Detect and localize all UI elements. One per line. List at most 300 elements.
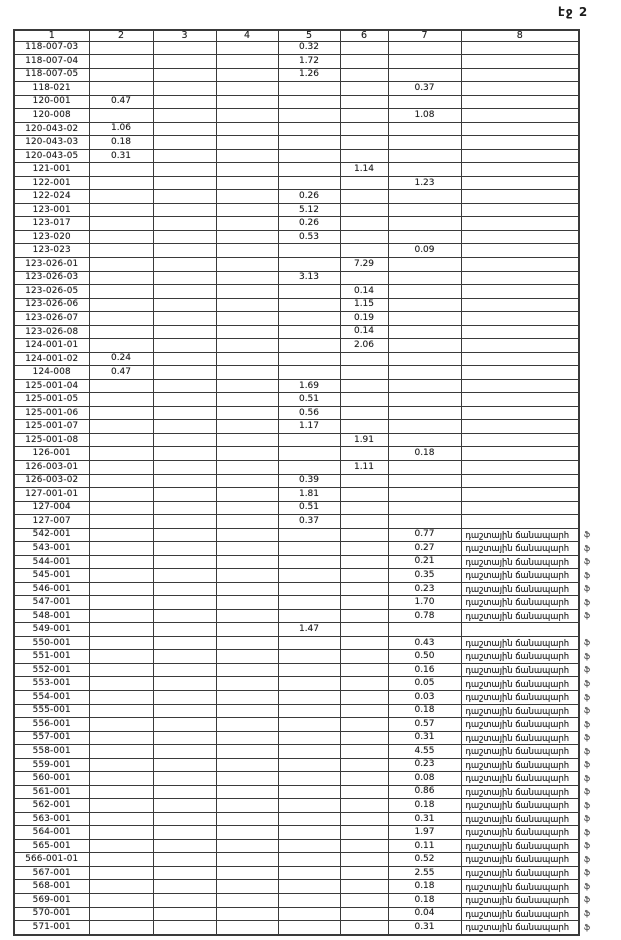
value-cell xyxy=(216,339,278,353)
value-cell xyxy=(216,366,278,380)
margin-note xyxy=(579,149,601,163)
value-cell xyxy=(89,907,153,921)
parcel-id-cell: 546-001 xyxy=(14,582,89,596)
value-cell xyxy=(216,636,278,650)
value-cell xyxy=(388,515,461,529)
margin-header-spacer xyxy=(579,30,601,41)
margin-note xyxy=(579,258,601,272)
value-cell: 0.39 xyxy=(278,474,340,488)
land-use-cell xyxy=(461,82,579,96)
value-cell xyxy=(278,772,340,786)
value-cell xyxy=(153,704,216,718)
value-cell xyxy=(340,826,388,840)
value-cell xyxy=(278,609,340,623)
value-cell xyxy=(89,271,153,285)
land-use-cell: դաշտային ճանապարհ xyxy=(461,542,579,556)
value-cell xyxy=(153,271,216,285)
table-row xyxy=(14,650,601,664)
parcel-id-cell: 120-043-03 xyxy=(14,136,89,150)
parcel-id-cell: 123-026-06 xyxy=(14,298,89,312)
parcel-id-cell: 555-001 xyxy=(14,704,89,718)
parcel-id-cell: 549-001 xyxy=(14,623,89,637)
value-cell xyxy=(89,393,153,407)
value-cell xyxy=(278,312,340,326)
value-cell xyxy=(278,731,340,745)
land-use-cell xyxy=(461,176,579,190)
parcel-id-cell: 551-001 xyxy=(14,650,89,664)
value-cell xyxy=(216,650,278,664)
value-cell xyxy=(89,853,153,867)
value-cell xyxy=(278,95,340,109)
value-cell: 1.47 xyxy=(278,623,340,637)
value-cell: 0.37 xyxy=(388,82,461,96)
table-row xyxy=(14,271,601,285)
parcel-id-cell: 126-001 xyxy=(14,447,89,461)
margin-note xyxy=(579,460,601,474)
margin-note xyxy=(579,95,601,109)
parcel-id-cell: 565-001 xyxy=(14,839,89,853)
land-use-cell xyxy=(461,420,579,434)
value-cell xyxy=(340,474,388,488)
value-cell xyxy=(89,217,153,231)
table-row xyxy=(14,691,601,705)
table-row xyxy=(14,82,601,96)
value-cell xyxy=(153,650,216,664)
value-cell xyxy=(278,853,340,867)
table-row xyxy=(14,55,601,69)
value-cell xyxy=(89,609,153,623)
land-use-cell xyxy=(461,136,579,150)
value-cell xyxy=(216,393,278,407)
value-cell xyxy=(216,758,278,772)
table-row xyxy=(14,785,601,799)
value-cell xyxy=(153,785,216,799)
land-use-cell xyxy=(461,109,579,123)
land-use-cell: դաշտային ճանապարհ xyxy=(461,907,579,921)
value-cell xyxy=(153,772,216,786)
value-cell xyxy=(153,515,216,529)
value-cell xyxy=(89,339,153,353)
parcel-id-cell: 560-001 xyxy=(14,772,89,786)
value-cell: 0.50 xyxy=(388,650,461,664)
value-cell: 1.06 xyxy=(89,122,153,136)
value-cell xyxy=(153,921,216,935)
value-cell xyxy=(340,623,388,637)
value-cell xyxy=(388,623,461,637)
value-cell xyxy=(89,176,153,190)
value-cell xyxy=(89,163,153,177)
parcel-id-cell: 124-001-02 xyxy=(14,352,89,366)
value-cell xyxy=(278,596,340,610)
value-cell: 1.70 xyxy=(388,596,461,610)
parcel-id-cell: 548-001 xyxy=(14,609,89,623)
value-cell xyxy=(89,596,153,610)
value-cell: 0.26 xyxy=(278,190,340,204)
value-cell: 0.16 xyxy=(388,663,461,677)
land-use-cell: դաշտային ճանապարհ xyxy=(461,636,579,650)
value-cell xyxy=(89,312,153,326)
table-row xyxy=(14,149,601,163)
value-cell xyxy=(153,149,216,163)
value-cell xyxy=(216,582,278,596)
value-cell xyxy=(153,582,216,596)
value-cell xyxy=(89,691,153,705)
value-cell xyxy=(89,636,153,650)
value-cell: 0.09 xyxy=(388,244,461,258)
value-cell xyxy=(216,258,278,272)
parcel-id-cell: 125-001-07 xyxy=(14,420,89,434)
parcel-id-cell: 544-001 xyxy=(14,555,89,569)
value-cell xyxy=(340,528,388,542)
value-cell xyxy=(153,460,216,474)
value-cell xyxy=(153,731,216,745)
value-cell xyxy=(153,352,216,366)
value-cell xyxy=(340,366,388,380)
value-cell xyxy=(153,379,216,393)
value-cell xyxy=(153,866,216,880)
land-use-cell xyxy=(461,312,579,326)
table-row xyxy=(14,447,601,461)
value-cell xyxy=(216,474,278,488)
value-cell xyxy=(89,528,153,542)
table-row xyxy=(14,41,601,55)
value-cell: 0.51 xyxy=(278,501,340,515)
value-cell xyxy=(388,474,461,488)
value-cell xyxy=(278,109,340,123)
table-row xyxy=(14,420,601,434)
value-cell xyxy=(89,663,153,677)
margin-note xyxy=(579,298,601,312)
value-cell xyxy=(278,718,340,732)
value-cell xyxy=(340,420,388,434)
land-use-cell: դաշտային ճանապարհ xyxy=(461,853,579,867)
value-cell: 1.91 xyxy=(340,433,388,447)
land-use-cell: դաշտային ճանապարհ xyxy=(461,785,579,799)
value-cell: 0.53 xyxy=(278,230,340,244)
land-use-cell xyxy=(461,474,579,488)
parcel-id-cell: 123-026-07 xyxy=(14,312,89,326)
land-use-cell xyxy=(461,623,579,637)
table-row xyxy=(14,609,601,623)
margin-note xyxy=(579,379,601,393)
value-cell: 1.23 xyxy=(388,176,461,190)
value-cell xyxy=(89,731,153,745)
value-cell xyxy=(388,230,461,244)
table-row xyxy=(14,812,601,826)
value-cell xyxy=(216,799,278,813)
parcel-id-cell: 123-026-03 xyxy=(14,271,89,285)
margin-note: ֆ xyxy=(584,530,591,540)
value-cell xyxy=(278,163,340,177)
value-cell: 0.56 xyxy=(278,406,340,420)
land-use-cell xyxy=(461,258,579,272)
value-cell: 7.29 xyxy=(340,258,388,272)
parcel-id-cell: 558-001 xyxy=(14,745,89,759)
value-cell xyxy=(89,258,153,272)
value-cell xyxy=(388,406,461,420)
land-use-cell xyxy=(461,68,579,82)
margin-note xyxy=(579,623,601,637)
parcel-id-cell: 557-001 xyxy=(14,731,89,745)
value-cell xyxy=(216,785,278,799)
parcel-id-cell: 550-001 xyxy=(14,636,89,650)
value-cell xyxy=(216,230,278,244)
table-row xyxy=(14,582,601,596)
table-row xyxy=(14,325,601,339)
table-row xyxy=(14,488,601,502)
value-cell xyxy=(89,555,153,569)
margin-note: ֆ xyxy=(584,597,591,607)
table-row xyxy=(14,758,601,772)
value-cell xyxy=(388,433,461,447)
value-cell xyxy=(340,812,388,826)
value-cell: 5.12 xyxy=(278,203,340,217)
value-cell xyxy=(216,460,278,474)
value-cell xyxy=(278,866,340,880)
value-cell xyxy=(278,907,340,921)
value-cell xyxy=(216,880,278,894)
value-cell xyxy=(89,244,153,258)
value-cell xyxy=(153,893,216,907)
value-cell xyxy=(153,298,216,312)
value-cell xyxy=(216,907,278,921)
value-cell xyxy=(89,109,153,123)
margin-note: ֆ xyxy=(584,827,591,837)
value-cell xyxy=(278,677,340,691)
value-cell xyxy=(340,745,388,759)
table-row xyxy=(14,244,601,258)
table-row xyxy=(14,839,601,853)
value-cell xyxy=(216,217,278,231)
value-cell: 0.86 xyxy=(388,785,461,799)
land-use-cell: դաշտային ճանապարհ xyxy=(461,812,579,826)
value-cell xyxy=(216,569,278,583)
value-cell: 0.31 xyxy=(388,731,461,745)
value-cell xyxy=(216,745,278,759)
value-cell xyxy=(153,136,216,150)
parcel-id-cell: 120-008 xyxy=(14,109,89,123)
value-cell: 0.32 xyxy=(278,41,340,55)
value-cell xyxy=(340,122,388,136)
table-row xyxy=(14,285,601,299)
parcel-id-cell: 552-001 xyxy=(14,663,89,677)
value-cell xyxy=(388,271,461,285)
value-cell xyxy=(340,230,388,244)
parcel-id-cell: 554-001 xyxy=(14,691,89,705)
margin-note xyxy=(579,176,601,190)
value-cell xyxy=(89,623,153,637)
parcel-id-cell: 125-001-06 xyxy=(14,406,89,420)
value-cell xyxy=(278,542,340,556)
value-cell xyxy=(89,501,153,515)
value-cell xyxy=(340,907,388,921)
value-cell xyxy=(278,433,340,447)
table-row xyxy=(14,95,601,109)
value-cell xyxy=(278,758,340,772)
value-cell xyxy=(278,799,340,813)
value-cell xyxy=(153,244,216,258)
table-row xyxy=(14,907,601,921)
value-cell xyxy=(216,176,278,190)
margin-note: ֆ xyxy=(584,719,591,729)
value-cell xyxy=(278,555,340,569)
value-cell xyxy=(89,515,153,529)
table-row xyxy=(14,433,601,447)
parcel-id-cell: 547-001 xyxy=(14,596,89,610)
value-cell: 0.18 xyxy=(388,447,461,461)
value-cell xyxy=(278,663,340,677)
value-cell xyxy=(89,812,153,826)
value-cell xyxy=(340,176,388,190)
table-row xyxy=(14,163,601,177)
margin-note: ֆ xyxy=(584,638,591,648)
value-cell xyxy=(153,623,216,637)
value-cell xyxy=(216,55,278,69)
margin-note: ֆ xyxy=(584,557,591,567)
value-cell xyxy=(340,569,388,583)
parcel-id-cell: 120-043-05 xyxy=(14,149,89,163)
value-cell xyxy=(216,190,278,204)
parcel-id-cell: 127-007 xyxy=(14,515,89,529)
value-cell xyxy=(388,339,461,353)
value-cell: 0.08 xyxy=(388,772,461,786)
parcel-id-cell: 562-001 xyxy=(14,799,89,813)
value-cell xyxy=(340,447,388,461)
table-row xyxy=(14,515,601,529)
value-cell xyxy=(216,122,278,136)
value-cell xyxy=(216,136,278,150)
value-cell xyxy=(89,839,153,853)
value-cell xyxy=(216,325,278,339)
parcel-id-cell: 124-001-01 xyxy=(14,339,89,353)
value-cell xyxy=(89,285,153,299)
land-use-cell: դաշտային ճանապարհ xyxy=(461,921,579,935)
land-use-cell xyxy=(461,203,579,217)
value-cell xyxy=(340,772,388,786)
margin-note xyxy=(579,366,601,380)
value-cell: 1.72 xyxy=(278,55,340,69)
value-cell: 0.51 xyxy=(278,393,340,407)
value-cell xyxy=(216,501,278,515)
value-cell xyxy=(216,596,278,610)
value-cell xyxy=(216,68,278,82)
value-cell xyxy=(340,650,388,664)
value-cell xyxy=(89,68,153,82)
land-use-cell xyxy=(461,447,579,461)
value-cell xyxy=(340,555,388,569)
margin-note xyxy=(579,271,601,285)
value-cell xyxy=(340,799,388,813)
land-use-cell xyxy=(461,298,579,312)
value-cell: 0.47 xyxy=(89,95,153,109)
value-cell xyxy=(153,285,216,299)
value-cell xyxy=(216,772,278,786)
value-cell xyxy=(89,203,153,217)
value-cell xyxy=(340,406,388,420)
table-row xyxy=(14,109,601,123)
value-cell xyxy=(89,55,153,69)
land-use-cell: դաշտային ճանապարհ xyxy=(461,745,579,759)
value-cell xyxy=(89,379,153,393)
page-number-label: էջ 2 xyxy=(558,5,589,19)
parcel-id-cell: 126-003-01 xyxy=(14,460,89,474)
margin-note xyxy=(579,285,601,299)
value-cell xyxy=(153,339,216,353)
table-row xyxy=(14,745,601,759)
parcel-id-cell: 123-026-01 xyxy=(14,258,89,272)
value-cell: 1.81 xyxy=(278,488,340,502)
margin-note: ֆ xyxy=(584,854,591,864)
table-row xyxy=(14,636,601,650)
column-header: 7 xyxy=(388,30,461,41)
margin-note xyxy=(579,406,601,420)
value-cell: 0.03 xyxy=(388,691,461,705)
margin-note: ֆ xyxy=(584,909,591,919)
value-cell xyxy=(278,325,340,339)
value-cell xyxy=(216,921,278,935)
value-cell xyxy=(278,745,340,759)
margin-note xyxy=(579,68,601,82)
value-cell xyxy=(340,691,388,705)
land-use-cell xyxy=(461,230,579,244)
value-cell xyxy=(340,271,388,285)
value-cell xyxy=(153,230,216,244)
parcel-id-cell: 125-001-05 xyxy=(14,393,89,407)
value-cell xyxy=(278,258,340,272)
value-cell xyxy=(388,258,461,272)
value-cell xyxy=(153,839,216,853)
parcel-id-cell: 543-001 xyxy=(14,542,89,556)
value-cell xyxy=(216,203,278,217)
value-cell xyxy=(278,339,340,353)
table-row xyxy=(14,528,601,542)
value-cell xyxy=(153,420,216,434)
value-cell xyxy=(89,826,153,840)
land-use-cell: դաշտային ճանապարհ xyxy=(461,582,579,596)
value-cell xyxy=(89,772,153,786)
table-row xyxy=(14,352,601,366)
value-cell: 0.18 xyxy=(388,880,461,894)
value-cell xyxy=(340,636,388,650)
value-cell xyxy=(216,41,278,55)
value-cell xyxy=(153,406,216,420)
table-row xyxy=(14,474,601,488)
land-use-cell xyxy=(461,379,579,393)
value-cell: 4.55 xyxy=(388,745,461,759)
value-cell xyxy=(216,691,278,705)
margin-note: ֆ xyxy=(584,923,591,933)
value-cell xyxy=(340,41,388,55)
parcel-id-cell: 124-008 xyxy=(14,366,89,380)
value-cell xyxy=(388,325,461,339)
value-cell xyxy=(153,758,216,772)
parcel-id-cell: 123-026-08 xyxy=(14,325,89,339)
value-cell xyxy=(388,393,461,407)
margin-note xyxy=(579,163,601,177)
margin-note xyxy=(579,244,601,258)
parcel-id-cell: 556-001 xyxy=(14,718,89,732)
value-cell xyxy=(89,758,153,772)
value-cell xyxy=(278,650,340,664)
parcel-id-cell: 123-020 xyxy=(14,230,89,244)
table-row xyxy=(14,704,601,718)
parcel-id-cell: 126-003-02 xyxy=(14,474,89,488)
table-row xyxy=(14,203,601,217)
margin-note xyxy=(579,312,601,326)
value-cell xyxy=(89,880,153,894)
value-cell xyxy=(278,528,340,542)
value-cell: 1.14 xyxy=(340,163,388,177)
